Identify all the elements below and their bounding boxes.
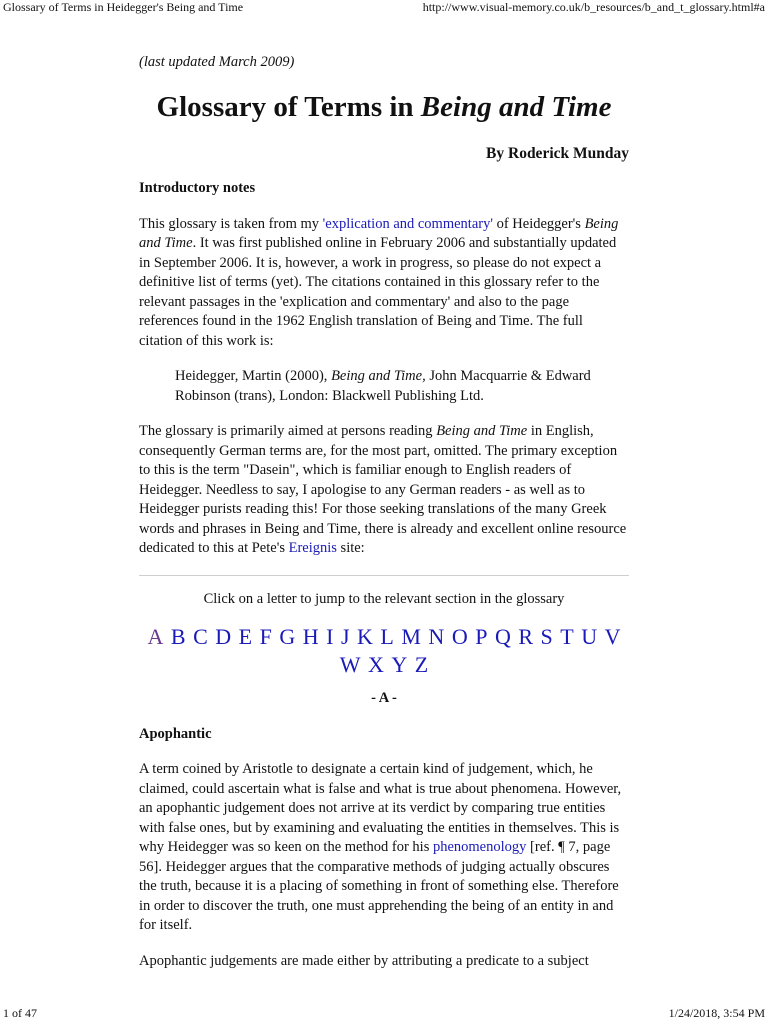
letter-link-v[interactable]: V [604, 624, 621, 649]
intro-heading: Introductory notes [139, 180, 256, 196]
print-header-url: http://www.visual-memory.co.uk/b_resources/b_and_t_glossary.html#a [422, 0, 765, 14]
page-title: Glossary of Terms in Being and Time [156, 90, 612, 123]
letter-link-f[interactable]: F [259, 624, 272, 649]
section-marker-a: - A - [371, 690, 397, 706]
letter-link-x[interactable]: X [368, 652, 384, 677]
letter-link-j[interactable]: J [340, 624, 350, 649]
letter-link-a[interactable]: A [147, 624, 164, 649]
term-definition-paragraph-2: Apophantic judgements are made either by attributing a predicate to a subject [139, 952, 589, 969]
letter-link-k[interactable]: K [357, 624, 373, 649]
byline: By Roderick Munday [486, 144, 629, 162]
letter-link-p[interactable]: P [475, 624, 488, 649]
letter-link-y[interactable]: Y [391, 652, 408, 677]
print-footer-datetime: 1/24/2018, 3:54 PM [668, 1006, 765, 1020]
print-footer-page-count: 1 of 47 [3, 1006, 37, 1020]
letter-link-g[interactable]: G [279, 624, 296, 649]
letter-link-m[interactable]: M [401, 624, 421, 649]
letter-link-t[interactable]: T [560, 624, 574, 649]
term-definition-paragraph-1: A term coined by Aristotle to designate a certain kind of judgement, which, he claimed, could ascertain what is false and what is true about phenomena. However, an apophantic judgement does not arrive at its verdict by comparing true entities with false ones, but by examining and evaluating the entities in themselves. This is why Heidegger was so keen on the method for his phenomenology [ref. ¶ 7, page 56]. Heidegger argues that the comparative methods of judging actually obscures the truth, because it is a placing of something in front of something else. Therefore in order to discover the truth, one must apprehending the being of an entity in and for itself. [139, 761, 622, 933]
letter-link-i[interactable]: I [326, 624, 334, 649]
alphabet-index [139, 623, 629, 679]
letter-link-l[interactable]: L [380, 624, 394, 649]
letter-link-z[interactable]: Z [414, 652, 429, 677]
letter-link-d[interactable]: D [215, 624, 232, 649]
title-italic: Being and Time [420, 90, 612, 123]
intro-paragraph-1: This glossary is taken from my 'explication and commentary' of Heidegger's Being and Time. It was first published online in February 2006 and substantially updated in September 2006. It is, however, a work in progress, so please do not expect a definitive list of terms (yet). The citations contained in this glossary refer to the relevant passages in the 'explication and commentary' and also to the page references found in the 1962 English translation of Being and Time. The full citation of this work is: [139, 215, 619, 349]
ereignis-link[interactable]: Ereignis [288, 540, 337, 556]
letter-link-u[interactable]: U [581, 624, 598, 649]
letter-link-s[interactable]: S [540, 624, 553, 649]
full-citation: Heidegger, Martin (2000), Being and Time, John Macquarrie & Edward Robinson (trans), London: Blackwell Publishing Ltd. [175, 368, 591, 404]
letter-link-w[interactable]: W [339, 652, 361, 677]
term-heading: Apophantic [139, 725, 212, 742]
letter-link-b[interactable]: B [170, 624, 186, 649]
letter-link-q[interactable]: Q [494, 624, 511, 649]
phenomenology-link[interactable]: phenomenology [432, 839, 527, 855]
letter-link-r[interactable]: R [518, 624, 534, 649]
last-updated-note: (last updated March 2009) [139, 54, 295, 70]
letter-link-o[interactable]: O [451, 624, 468, 649]
explication-commentary-link[interactable]: 'explication and commentary' [322, 215, 493, 232]
divider [139, 575, 629, 576]
letter-link-e[interactable]: E [238, 624, 253, 649]
intro-paragraph-2: The glossary is primarily aimed at persons reading Being and Time in English, consequently German terms are, for the most part, omitted. The primary exception to this is the term "Dasein", which is familiar enough to English readers of Heidegger. Needless to say, I apologise to any German readers - as well as to Heidegger purists reading this! For those seeking translations of the many Greek words and phrases in Being and Time, there is already and excellent online resource dedicated to this at Pete's Ereignis site: [139, 423, 627, 556]
print-header-title: Glossary of Terms in Heidegger's Being and Time [3, 0, 244, 14]
letter-link-n[interactable]: N [428, 624, 445, 649]
letter-jump-note: Click on a letter to jump to the relevant section in the glossary [203, 590, 565, 607]
letter-link-h[interactable]: H [302, 624, 319, 649]
letter-link-c[interactable]: C [193, 624, 208, 649]
document-body [139, 53, 629, 987]
